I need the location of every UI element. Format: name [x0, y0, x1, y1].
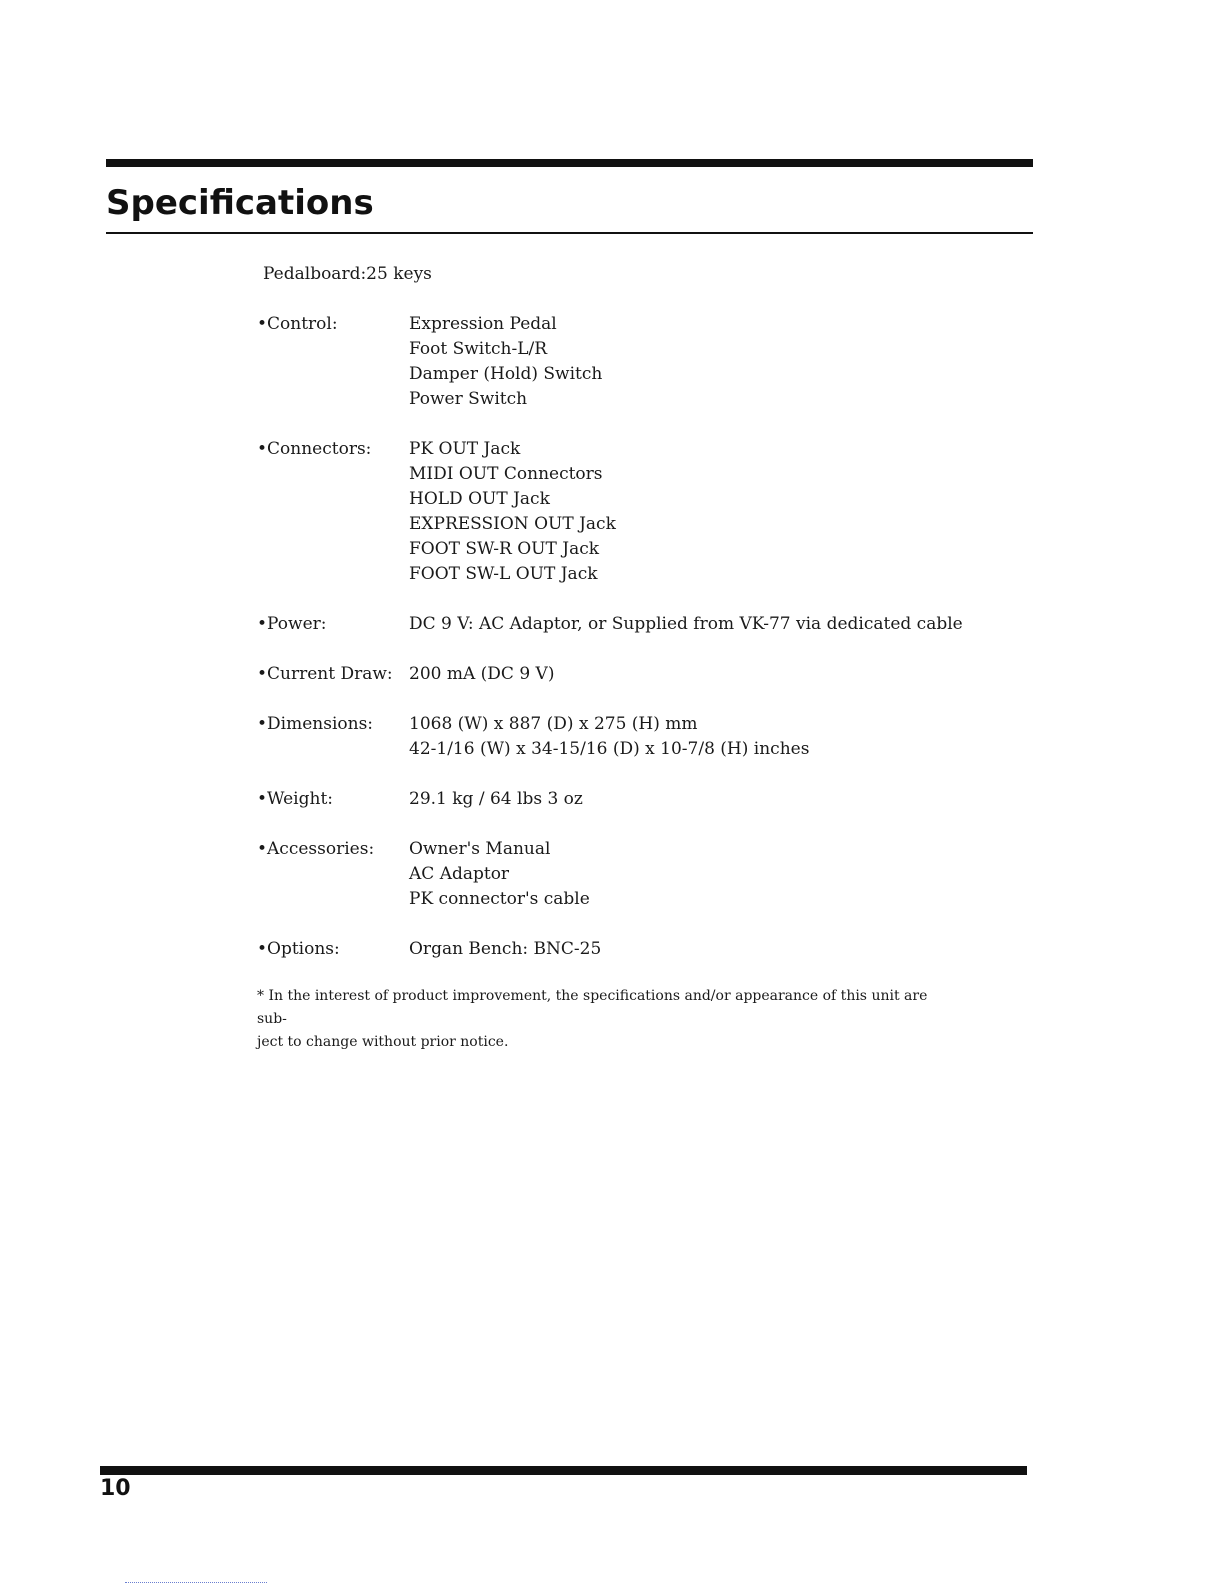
spec-list [257, 312, 1017, 987]
spec-row [257, 787, 1017, 812]
spec-value: 29.1 kg / 64 lbs 3 oz [409, 789, 583, 809]
spec-values [409, 712, 1017, 762]
footnote-line: * In the interest of product improvement, the specifications and/or appearance of this unit are sub- [257, 988, 928, 1027]
page-number: 10 [100, 1476, 131, 1501]
scan-edge-mark [125, 1582, 267, 1584]
spec-value: Damper (Hold) Switch [409, 364, 603, 384]
bottom-rule [100, 1466, 1027, 1475]
spec-row [257, 312, 1017, 412]
spec-values [409, 662, 1017, 687]
spec-values [409, 312, 1017, 412]
spec-label: •Accessories: [257, 839, 375, 859]
spec-label: •Current Draw: [257, 664, 393, 684]
spec-value: AC Adaptor [409, 864, 510, 884]
spec-value: PK connector's cable [409, 889, 590, 909]
spec-label: •Options: [257, 939, 340, 959]
spec-row [257, 837, 1017, 912]
spec-values [409, 437, 1017, 587]
spec-label: •Weight: [257, 789, 334, 809]
spec-value: Power Switch [409, 389, 528, 409]
spec-value: FOOT SW-L OUT Jack [409, 564, 598, 584]
spec-value: Expression Pedal [409, 314, 557, 334]
spec-row [257, 937, 1017, 962]
spec-row [257, 662, 1017, 687]
spec-value: FOOT SW-R OUT Jack [409, 539, 600, 559]
intro-text: Pedalboard:25 keys [263, 264, 432, 284]
spec-row [257, 612, 1017, 637]
spec-value: PK OUT Jack [409, 439, 521, 459]
spec-label: •Connectors: [257, 439, 372, 459]
page-title: Specifications [106, 183, 374, 223]
spec-label: •Dimensions: [257, 714, 374, 734]
spec-values [409, 787, 1017, 812]
footnote [257, 985, 957, 1054]
spec-label: •Control: [257, 314, 338, 334]
spec-values [409, 937, 1017, 962]
spec-value: EXPRESSION OUT Jack [409, 514, 616, 534]
spec-value: 1068 (W) x 887 (D) x 275 (H) mm [409, 714, 698, 734]
spec-row [257, 712, 1017, 762]
spec-values [409, 837, 1017, 912]
title-rule [106, 232, 1033, 234]
spec-value: HOLD OUT Jack [409, 489, 550, 509]
spec-row [257, 437, 1017, 587]
spec-value: 200 mA (DC 9 V) [409, 664, 555, 684]
spec-value: DC 9 V: AC Adaptor, or Supplied from VK-77 via dedicated cable [409, 614, 963, 634]
spec-value: MIDI OUT Connectors [409, 464, 603, 484]
spec-value: Foot Switch-L/R [409, 339, 548, 359]
spec-value: Owner's Manual [409, 839, 551, 859]
spec-value: Organ Bench: BNC-25 [409, 939, 602, 959]
footnote-line: ject to change without prior notice. [257, 1034, 509, 1050]
spec-values [409, 612, 1017, 637]
spec-value: 42-1/16 (W) x 34-15/16 (D) x 10-7/8 (H) inches [409, 739, 810, 759]
spec-label: •Power: [257, 614, 327, 634]
top-rule [106, 159, 1033, 167]
